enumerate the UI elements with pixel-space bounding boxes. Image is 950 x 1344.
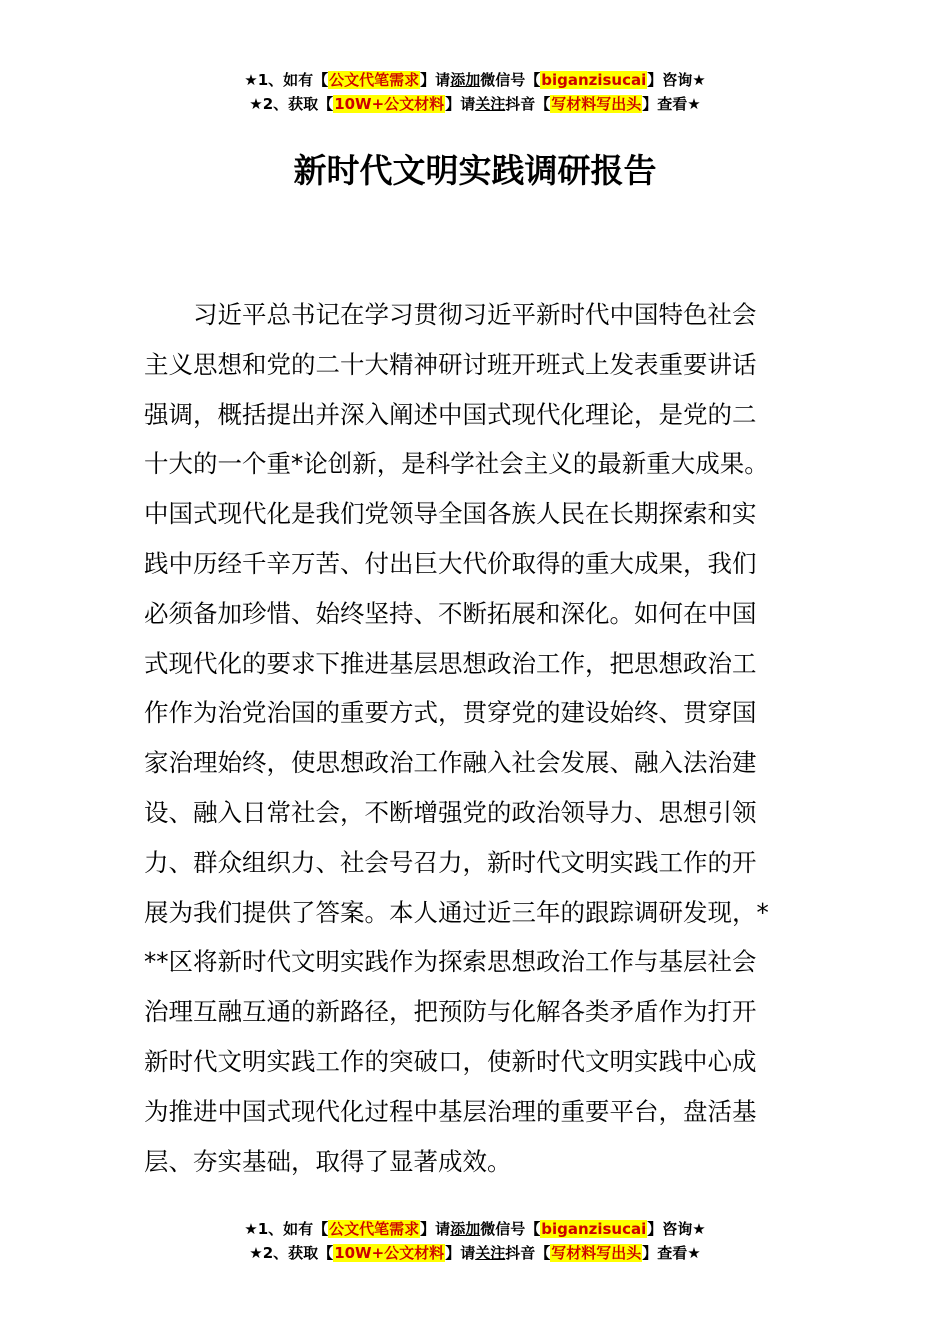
paragraph-line: 习近平总书记在学习贯彻习近平新时代中国特色社会 bbox=[193, 300, 757, 329]
paragraph-line: 作作为治党治国的重要方式，贯穿党的建设始终、贯穿国 bbox=[144, 698, 757, 728]
banner-suffix: 】查看★ bbox=[642, 1244, 701, 1262]
banner-line-1 bbox=[0, 68, 950, 92]
paragraph-line: **区将新时代文明实践作为探索思想政治工作与基层社会 bbox=[144, 947, 757, 977]
paragraph-line: 家治理始终，使思想政治工作融入社会发展、融入法治建 bbox=[144, 748, 757, 778]
highlight-ghostwriting: 公文代笔需求 bbox=[329, 1220, 420, 1238]
banner-suffix: 】查看★ bbox=[642, 95, 701, 113]
highlight-wechat-id: biganzisucai bbox=[541, 71, 647, 89]
banner-prefix: ★2、获取【 bbox=[249, 1244, 334, 1262]
paragraph-line: 式现代化的要求下推进基层思想政治工作，把思想政治工 bbox=[144, 648, 757, 678]
paragraph-line: 必须备加珍惜、始终坚持、不断拓展和深化。如何在中国 bbox=[144, 598, 757, 628]
paragraph-line: 十大的一个重*论创新，是科学社会主义的最新重大成果。 bbox=[144, 449, 769, 479]
highlight-ghostwriting: 公文代笔需求 bbox=[329, 71, 420, 89]
paragraph-line: 展为我们提供了答案。本人通过近三年的跟踪调研发现，* bbox=[144, 897, 769, 927]
banner-underlined-text: 关注 bbox=[475, 1244, 506, 1262]
banner-text: 微信号【 bbox=[480, 1220, 541, 1238]
banner-prefix: ★1、如有【 bbox=[244, 1220, 329, 1238]
paragraph-line: 新时代文明实践工作的突破口，使新时代文明实践中心成 bbox=[144, 1046, 757, 1076]
paragraph-line: 层、夯实基础，取得了显著成效。 bbox=[144, 1146, 512, 1176]
banner-text: 】请 bbox=[420, 1220, 451, 1238]
paragraph-line: 设、融入日常社会，不断增强党的政治领导力、思想引领 bbox=[144, 797, 757, 827]
footer-banner bbox=[0, 1217, 950, 1265]
banner-text: 】请 bbox=[420, 71, 451, 89]
banner-text: 微信号【 bbox=[480, 71, 541, 89]
banner-underlined-text: 添加 bbox=[450, 71, 481, 89]
paragraph-line: 践中历经千辛万苦、付出巨大代价取得的重大成果，我们 bbox=[144, 548, 757, 578]
banner-suffix: 】咨询★ bbox=[647, 1220, 706, 1238]
highlight-materials: 10W+公文材料 bbox=[334, 95, 445, 113]
paragraph-line: 中国式现代化是我们党领导全国各族人民在长期探索和实 bbox=[144, 499, 757, 529]
banner-text: 】请 bbox=[445, 1244, 476, 1262]
banner-text: 抖音【 bbox=[505, 1244, 551, 1262]
banner-prefix: ★1、如有【 bbox=[244, 71, 329, 89]
highlight-wechat-id: biganzisucai bbox=[541, 1220, 647, 1238]
highlight-douyin-account: 写材料写出头 bbox=[551, 95, 642, 113]
banner-prefix: ★2、获取【 bbox=[249, 95, 334, 113]
banner-underlined-text: 添加 bbox=[450, 1220, 481, 1238]
banner-underlined-text: 关注 bbox=[475, 95, 506, 113]
paragraph-line: 治理互融互通的新路径，把预防与化解各类矛盾作为打开 bbox=[144, 997, 757, 1027]
banner-text: 抖音【 bbox=[505, 95, 551, 113]
paragraph-line: 力、群众组织力、社会号召力，新时代文明实践工作的开 bbox=[144, 847, 757, 877]
banner-line-2 bbox=[0, 1241, 950, 1265]
page-title: 新时代文明实践调研报告 bbox=[293, 151, 657, 190]
banner-text: 】请 bbox=[445, 95, 476, 113]
paragraph-line: 主义思想和党的二十大精神研讨班开班式上发表重要讲话 bbox=[144, 349, 757, 379]
highlight-materials: 10W+公文材料 bbox=[334, 1244, 445, 1262]
body-paragraph bbox=[144, 290, 812, 1186]
banner-line-1 bbox=[0, 1217, 950, 1241]
paragraph-line: 强调，概括提出并深入阐述中国式现代化理论，是党的二 bbox=[144, 399, 757, 429]
paragraph-line: 为推进中国式现代化过程中基层治理的重要平台，盘活基 bbox=[144, 1096, 757, 1126]
highlight-douyin-account: 写材料写出头 bbox=[551, 1244, 642, 1262]
header-banner bbox=[0, 68, 950, 116]
banner-suffix: 】咨询★ bbox=[647, 71, 706, 89]
banner-line-2 bbox=[0, 92, 950, 116]
